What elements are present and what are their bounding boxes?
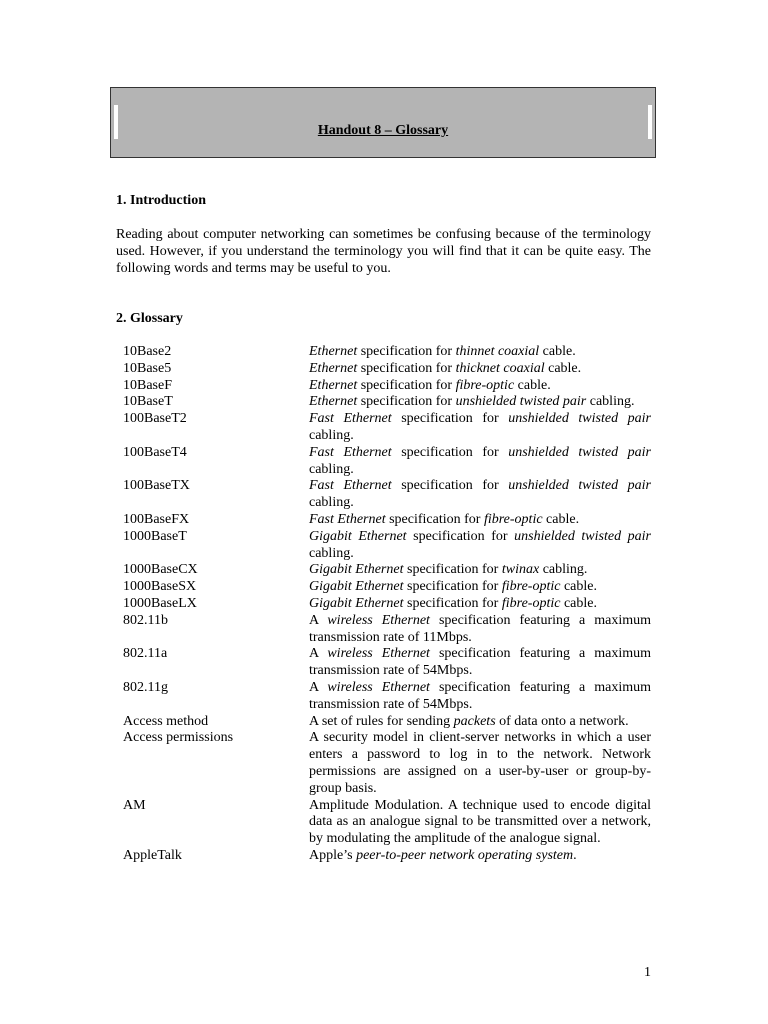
glossary-row — [123, 646, 651, 680]
glossary-term: 802.11a — [123, 646, 168, 662]
definition-text: cabling. — [309, 461, 354, 477]
glossary-definition — [309, 445, 651, 479]
definition-italic-text: Fast Ethernet — [309, 411, 392, 427]
glossary-row — [123, 394, 651, 411]
definition-text: cabling. — [309, 427, 354, 443]
glossary-definition — [309, 529, 651, 563]
definition-text: A — [309, 646, 328, 662]
glossary-row — [123, 714, 651, 731]
definition-text: specification for — [403, 562, 502, 578]
definition-italic-text: packets — [453, 713, 496, 729]
glossary-definition — [309, 646, 651, 680]
definition-text: specification for — [391, 478, 509, 494]
definition-text: Amplitude Modulation. A technique used to encode digital data as an analogue signal to be transmitted over a network, by modulating the amplitude of the analogue signal. — [309, 797, 651, 847]
glossary-row — [123, 512, 651, 529]
glossary-term: 802.11b — [123, 612, 168, 628]
definition-text: . — [573, 847, 577, 863]
definition-text: cable. — [560, 579, 597, 595]
glossary-definition — [309, 394, 651, 411]
definition-text: specification featuring a maximum transmission rate of 11Mbps. — [309, 612, 652, 645]
definition-italic-text: Gigabit Ethernet — [309, 562, 404, 578]
definition-italic-text: Gigabit Ethernet — [309, 579, 404, 595]
definition-text: cable. — [544, 360, 582, 376]
definition-italic-text: Ethernet — [309, 344, 358, 359]
glossary-row — [123, 596, 651, 613]
glossary-heading: 2. Glossary — [116, 311, 183, 326]
glossary-term: 10BaseF — [123, 377, 172, 393]
glossary-row — [123, 529, 651, 563]
glossary-definition — [309, 361, 651, 378]
definition-text: Apple’s — [309, 847, 357, 863]
definition-italic-text: Ethernet — [309, 377, 358, 393]
glossary-term: 100BaseFX — [123, 511, 190, 527]
definition-text: of data onto a network. — [495, 713, 629, 729]
glossary-definition — [309, 848, 651, 865]
glossary-definition — [309, 478, 651, 512]
definition-text: specification featuring a maximum transmission rate of 54Mbps. — [309, 646, 652, 679]
definition-text: cabling. — [539, 562, 588, 578]
title-banner — [110, 87, 656, 158]
glossary-term: 802.11g — [123, 679, 168, 695]
definition-text: cabling. — [309, 495, 354, 511]
definition-text: cable. — [542, 511, 580, 527]
glossary-row — [123, 579, 651, 596]
definition-text: specification for — [403, 595, 502, 611]
glossary-row — [123, 798, 651, 848]
definition-italic-text: Ethernet — [309, 394, 358, 410]
introduction-heading: 1. Introduction — [116, 193, 206, 208]
glossary-definition — [309, 344, 651, 361]
definition-italic-text: unshielded twisted pair — [508, 411, 651, 427]
glossary-term: 100BaseTX — [123, 478, 190, 494]
definition-italic-text: Gigabit Ethernet — [309, 595, 404, 611]
glossary-row — [123, 730, 651, 797]
glossary-definition — [309, 596, 651, 613]
glossary-term: Access method — [123, 713, 209, 729]
definition-text: A security model in client-server networks in which a user enters a password to log in to the network. Network permissions are assigned on a user-by-user or group-by-group basis. — [309, 730, 651, 796]
glossary-row — [123, 361, 651, 378]
glossary-row — [123, 378, 651, 395]
definition-text: specification for — [391, 444, 509, 460]
glossary-row — [123, 613, 651, 647]
handout-title: Handout 8 – Glossary — [317, 123, 449, 138]
glossary-row — [123, 680, 651, 714]
glossary-definition — [309, 512, 651, 529]
definition-italic-text: peer-to-peer network operating system — [356, 847, 574, 863]
glossary-term: AM — [123, 797, 146, 813]
glossary-list — [123, 344, 651, 865]
glossary-term: 10Base2 — [123, 344, 172, 359]
definition-text: specification for — [391, 411, 509, 427]
definition-text: specification for — [357, 377, 456, 393]
introduction-paragraph: Reading about computer networking can sometimes be confusing because of the terminology used. However, if you understand the terminology you will find that it can be quite easy. The following words and terms may be useful to you. — [116, 227, 651, 276]
definition-italic-text: Gigabit Ethernet — [309, 528, 407, 544]
definition-italic-text: unshielded twisted pair — [514, 528, 651, 544]
definition-text: specification featuring a maximum transmission rate of 54Mbps. — [309, 679, 652, 712]
definition-italic-text: wireless Ethernet — [327, 612, 430, 628]
glossary-term: AppleTalk — [123, 847, 182, 863]
glossary-term: Access permissions — [123, 730, 234, 746]
definition-text: cable. — [514, 377, 551, 393]
definition-text: specification for — [357, 344, 456, 359]
definition-italic-text: unshielded twisted pair — [508, 444, 651, 460]
glossary-definition — [309, 798, 651, 848]
glossary-row — [123, 478, 651, 512]
definition-italic-text: unshielded twisted pair — [508, 478, 651, 494]
definition-italic-text: wireless Ethernet — [327, 679, 430, 695]
definition-text: specification for — [385, 511, 484, 527]
definition-text: A — [309, 679, 328, 695]
glossary-definition — [309, 562, 651, 579]
definition-text: specification for — [357, 394, 456, 410]
glossary-definition — [309, 579, 651, 596]
definition-text: cabling. — [586, 394, 635, 410]
definition-text: cabling. — [309, 545, 354, 561]
page-number: 1 — [644, 965, 651, 980]
glossary-term: 1000BaseT — [123, 528, 187, 544]
glossary-definition — [309, 680, 651, 714]
glossary-term: 1000BaseSX — [123, 579, 197, 595]
definition-italic-text: twinax — [501, 562, 540, 578]
definition-italic-text: wireless Ethernet — [327, 646, 430, 662]
definition-italic-text: Fast Ethernet — [309, 444, 392, 460]
glossary-definition — [309, 378, 651, 395]
glossary-row — [123, 344, 651, 361]
definition-italic-text: unshielded twisted pair — [455, 394, 587, 410]
definition-italic-text: fibre-optic — [483, 511, 543, 527]
definition-text: cable. — [560, 595, 597, 611]
glossary-term: 100BaseT4 — [123, 444, 187, 460]
definition-text: A set of rules for sending — [309, 713, 454, 729]
glossary-term: 10BaseT — [123, 394, 173, 410]
definition-text: cable. — [539, 344, 576, 359]
definition-italic-text: thinnet coaxial — [455, 344, 540, 359]
glossary-definition — [309, 730, 651, 797]
definition-text: specification for — [406, 528, 515, 544]
definition-italic-text: Fast Ethernet — [309, 511, 386, 527]
glossary-term: 1000BaseCX — [123, 562, 198, 578]
definition-text: A — [309, 612, 328, 628]
definition-text: specification for — [357, 360, 456, 376]
definition-italic-text: Ethernet — [309, 360, 358, 376]
glossary-definition — [309, 613, 651, 647]
glossary-row — [123, 445, 651, 479]
definition-italic-text: fibre-optic — [501, 595, 561, 611]
glossary-row — [123, 411, 651, 445]
definition-italic-text: Fast Ethernet — [309, 478, 392, 494]
definition-text: specification for — [403, 579, 502, 595]
definition-italic-text: thicknet coaxial — [455, 360, 545, 376]
glossary-term: 1000BaseLX — [123, 595, 197, 611]
glossary-term: 10Base5 — [123, 360, 172, 376]
definition-italic-text: fibre-optic — [455, 377, 515, 393]
definition-italic-text: fibre-optic — [501, 579, 561, 595]
glossary-row — [123, 562, 651, 579]
glossary-definition — [309, 714, 651, 731]
glossary-definition — [309, 411, 651, 445]
glossary-term: 100BaseT2 — [123, 411, 187, 427]
glossary-row — [123, 848, 651, 865]
